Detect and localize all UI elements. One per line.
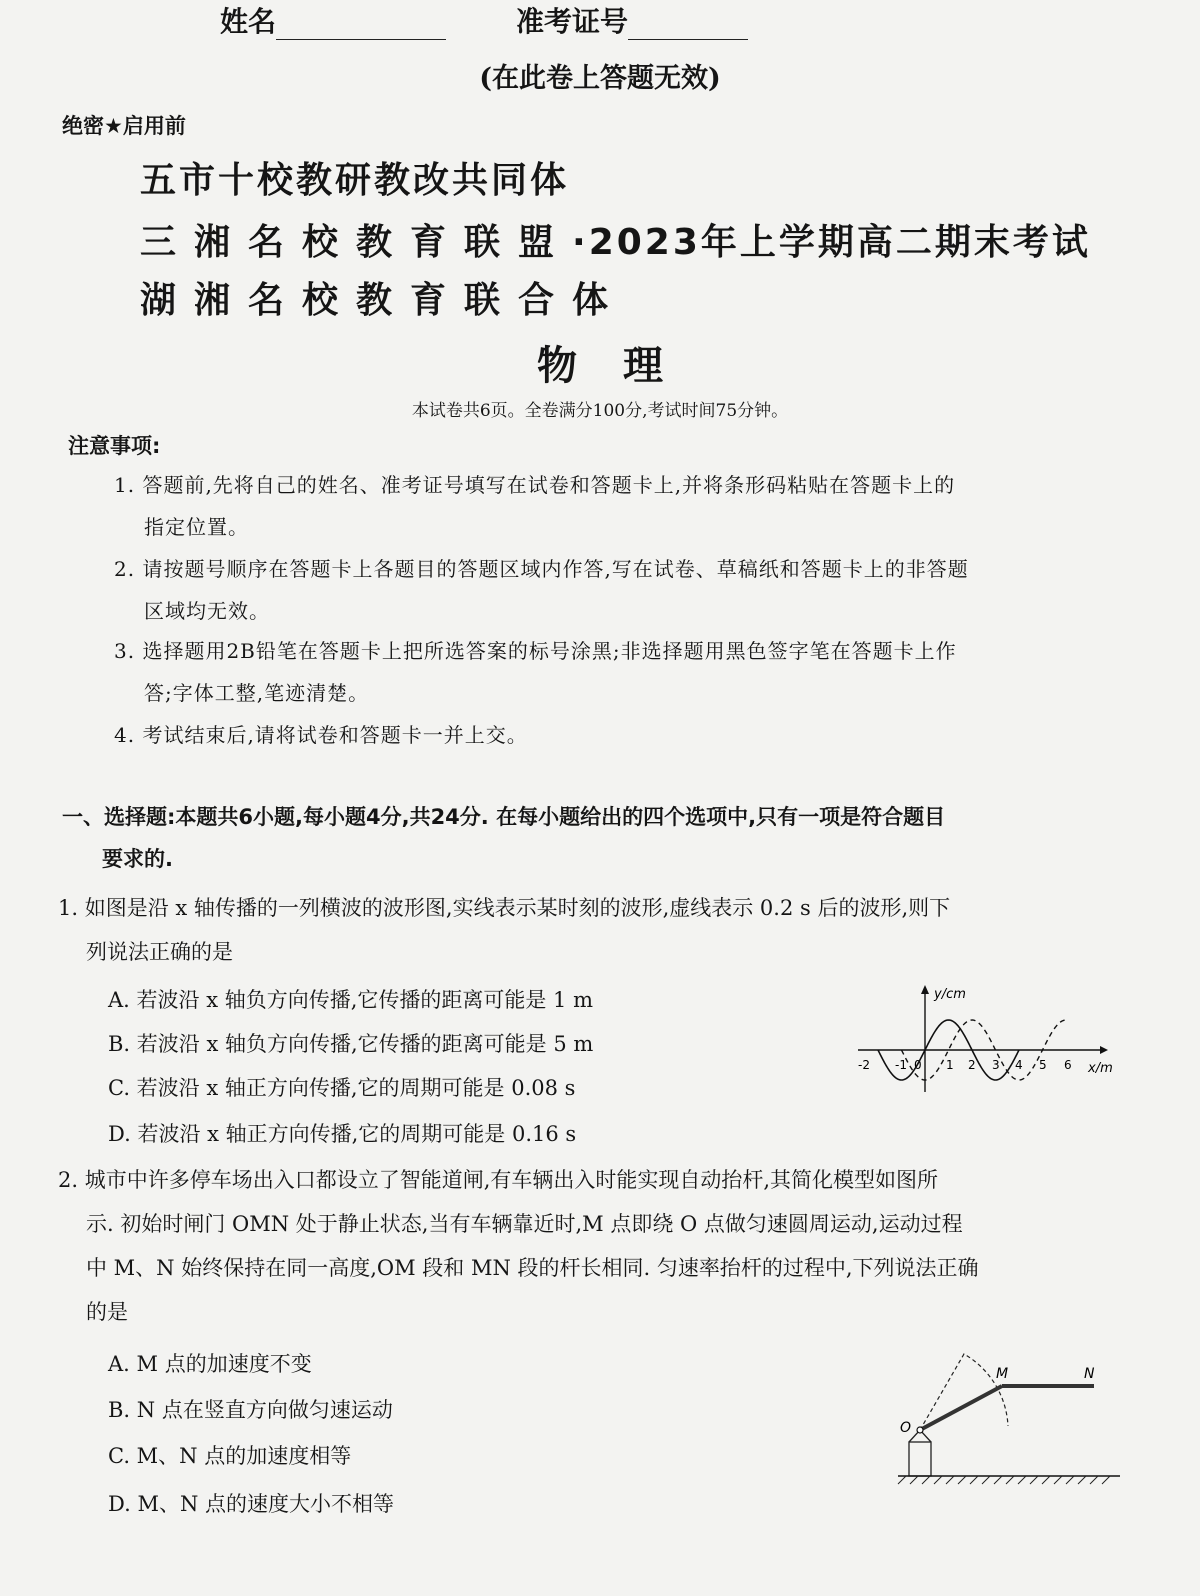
label-o: O	[900, 1420, 912, 1436]
q1-option-b: B. 若波沿 x 轴负方向传播,它传播的距离可能是 5 m	[108, 1032, 594, 1056]
note-item	[114, 464, 1114, 548]
om-bar	[920, 1386, 1002, 1430]
note-item	[114, 548, 1114, 632]
y-axis-arrow	[921, 985, 929, 994]
note-3-line-2: 答;字体工整,笔迹清楚。	[144, 681, 370, 705]
q1-option-d: D. 若波沿 x 轴正方向传播,它的周期可能是 0.16 s	[108, 1122, 577, 1146]
q1-option-a: A. 若波沿 x 轴负方向传播,它传播的距离可能是 1 m	[108, 988, 594, 1012]
origin-label: 0	[914, 1058, 922, 1072]
q2-option-a: A. M 点的加速度不变	[108, 1352, 312, 1376]
x-tick-label: -2	[858, 1058, 870, 1072]
secret-mark: 绝密★启用前	[62, 114, 186, 138]
q2-option-c: C. M、N 点的加速度相等	[108, 1444, 352, 1468]
q2-option-d: D. M、N 点的速度大小不相等	[108, 1492, 394, 1516]
note-2-line-1: 2. 请按题号顺序在答题卡上各题目的答题区域内作答,写在试卷、草稿纸和答题卡上的非答题	[114, 557, 969, 581]
x-axis-label: x/m	[1088, 1061, 1113, 1076]
q2-stem-line-1: 2. 城市中许多停车场出入口都设立了智能道闸,有车辆出入时能实现自动抬杆,其简化模型如图所	[58, 1168, 939, 1192]
notes-title: 注意事项:	[68, 434, 161, 458]
exam-id-label: 准考证号	[516, 5, 629, 38]
q1-stem-line-1: 1. 如图是沿 x 轴传播的一列横波的波形图,实线表示某时刻的波形,虚线表示 0.2 s 后的波形,则下	[58, 896, 951, 920]
organizer-line-3-text: 湖湘名校教育联合体	[140, 280, 627, 321]
organizer-line-2-org: 三湘名校教育联盟	[140, 222, 573, 263]
organizer-line-1: 五市十校教研教改共同体	[140, 160, 570, 201]
x-ticks	[858, 1058, 1072, 1072]
note-4-line-1: 4. 考试结束后,请将试卷和答题卡一并上交。	[114, 723, 528, 747]
x-tick-label: 5	[1039, 1058, 1047, 1072]
subject-title: 物理	[537, 342, 709, 389]
section-1-heading	[62, 796, 1122, 880]
note-2-line-2: 区域均无效。	[144, 599, 270, 623]
x-tick-label: 1	[946, 1058, 954, 1072]
pivot-o	[917, 1427, 923, 1433]
q2-stem-line-3: 中 M、N 始终保持在同一高度,OM 段和 MN 段的杆长相同. 匀速率抬杆的过程中,下列说法正确	[86, 1256, 979, 1280]
q2-gate-figure	[890, 1350, 1130, 1490]
x-axis-arrow	[1100, 1046, 1108, 1054]
q1-option-c: C. 若波沿 x 轴正方向传播,它的周期可能是 0.08 s	[108, 1076, 576, 1100]
q1-stem	[58, 886, 1123, 974]
name-blank	[276, 1, 446, 40]
label-m: M	[996, 1366, 1009, 1382]
invalid-note: (在此卷上答题无效)	[479, 63, 721, 94]
organizer-line-2-exam: 2023年上学期高二期末考试	[588, 222, 1091, 263]
section-1-line-2: 要求的.	[102, 847, 173, 871]
organizer-line-2-sep: ·	[572, 222, 589, 263]
organizer-line-3	[140, 272, 626, 323]
note-1-line-2: 指定位置。	[144, 515, 249, 539]
x-tick-label: -1	[895, 1058, 907, 1072]
exam-info: 本试卷共6页。全卷满分100分,考试时间75分钟。	[411, 401, 789, 421]
note-item	[114, 714, 1114, 756]
exam-id-field[interactable]	[516, 0, 748, 40]
q1-wave-figure	[850, 980, 1120, 1100]
label-n: N	[1084, 1366, 1095, 1382]
organizer-line-2	[140, 214, 1091, 265]
exam-id-blank	[628, 1, 748, 40]
gate-post	[909, 1442, 931, 1476]
ground-hatch	[898, 1476, 1110, 1484]
q2-stem-line-2: 示. 初始时闸门 OMN 处于静止状态,当有车辆靠近时,M 点即绕 O 点做匀速圆周运动,运动过程	[86, 1212, 963, 1236]
note-item	[114, 630, 1114, 714]
q2-stem	[58, 1158, 1123, 1334]
y-axis-label: y/cm	[934, 987, 966, 1002]
x-tick-label: 3	[992, 1058, 1000, 1072]
name-label: 姓名	[220, 5, 277, 38]
q2-option-b: B. N 点在竖直方向做匀速运动	[108, 1398, 393, 1422]
q2-stem-line-4: 的是	[86, 1300, 128, 1324]
section-1-line-1: 一、选择题:本题共6小题,每小题4分,共24分. 在每小题给出的四个选项中,只有一项是符合题目	[62, 805, 946, 829]
x-tick-label: 2	[968, 1058, 976, 1072]
x-tick-label: 4	[1015, 1058, 1023, 1072]
x-tick-label: 6	[1064, 1058, 1072, 1072]
q1-stem-line-2: 列说法正确的是	[86, 940, 233, 964]
note-3-line-1: 3. 选择题用2B铅笔在答题卡上把所选答案的标号涂黑;非选择题用黑色签字笔在答题卡上作	[114, 639, 957, 663]
note-1-line-1: 1. 答题前,先将自己的姓名、准考证号填写在试卷和答题卡上,并将条形码粘贴在答题卡上的	[114, 473, 956, 497]
name-field[interactable]	[220, 0, 446, 40]
